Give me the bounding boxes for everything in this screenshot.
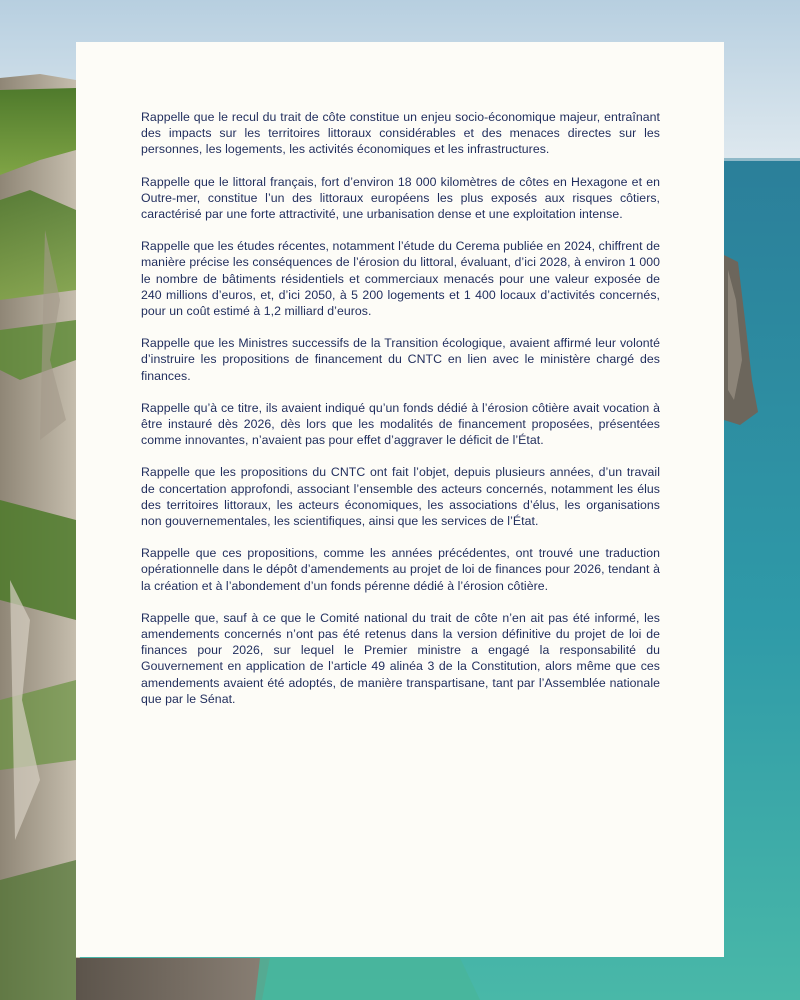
paragraph: Rappelle que les études récentes, notamment l’étude du Cerema publiée en 2024, chiffrent de manière précise les conséquences de l’érosion du littoral, évaluant, d’ici 2028, à environ 1 000 le nombre de bâtiments résidentiels et commerciaux menacés pour une valeur exposée de 240 millions d’euros, et, d’ici 2050, à 5 200 logements et 1 400 locaux d’activités concernés, pour un coût estimé à 1,2 milliard d’euros. <box>141 239 660 319</box>
document-card <box>76 42 724 957</box>
paragraph: Rappelle qu’à ce titre, ils avaient indiqué qu’un fonds dédié à l’érosion côtière avait vocation à être instauré dès 2026, dès lors que les modalités de financement proposées, présentées comme innovantes, n’avaient pas pour effet d’aggraver le déficit de l’État. <box>141 400 660 448</box>
paragraph: Rappelle que le recul du trait de côte constitue un enjeu socio-économique majeur, entraînant des impacts sur les territoires littoraux considérables et des menaces directes sur les personnes, les logements, les activités économiques et les infrastructures. <box>141 110 660 157</box>
paragraph: Rappelle que ces propositions, comme les années précédentes, ont trouvé une traduction opérationnelle dans le dépôt d’amendements au projet de loi de finances pour 2026, tendant à la création et à l’abondement d’un fonds pérenne dédié à l’érosion côtière. <box>141 546 660 593</box>
paragraph: Rappelle que le littoral français, fort d’environ 18 000 kilomètres de côtes en Hexagone et en Outre-mer, constitue l’un des littoraux européens les plus exposés aux risques côtiers, caractérisé par une forte attractivité, une urbanisation dense et une exploitation intense. <box>141 174 660 222</box>
paragraph: Rappelle que les Ministres successifs de la Transition écologique, avaient affirmé leur volonté d’instruire les propositions de financement du CNTC en lien avec le ministère chargé des finances. <box>141 336 660 383</box>
paragraph: Rappelle que les propositions du CNTC ont fait l’objet, depuis plusieurs années, d’un travail de concertation approfondi, associant l’ensemble des acteurs concernés, notamment les élus des territoires littoraux, les acteurs économiques, les associations d’élus, les organisations non gouvernementales, les scientifiques, ainsi que les services de l’État. <box>141 465 660 529</box>
paragraph: Rappelle que, sauf à ce que le Comité national du trait de côte n’en ait pas été informé, les amendements concernés n’ont pas été retenus dans la version définitive du projet de loi de finances pour 2026, sur lequel le Premier ministre a engagé la responsabilité du Gouvernement en application de l’article 49 alinéa 3 de la Constitution, alors même que ces amendements avaient été adoptés, de manière transpartisane, tant par l’Assemblée nationale que par le Sénat. <box>141 610 660 706</box>
